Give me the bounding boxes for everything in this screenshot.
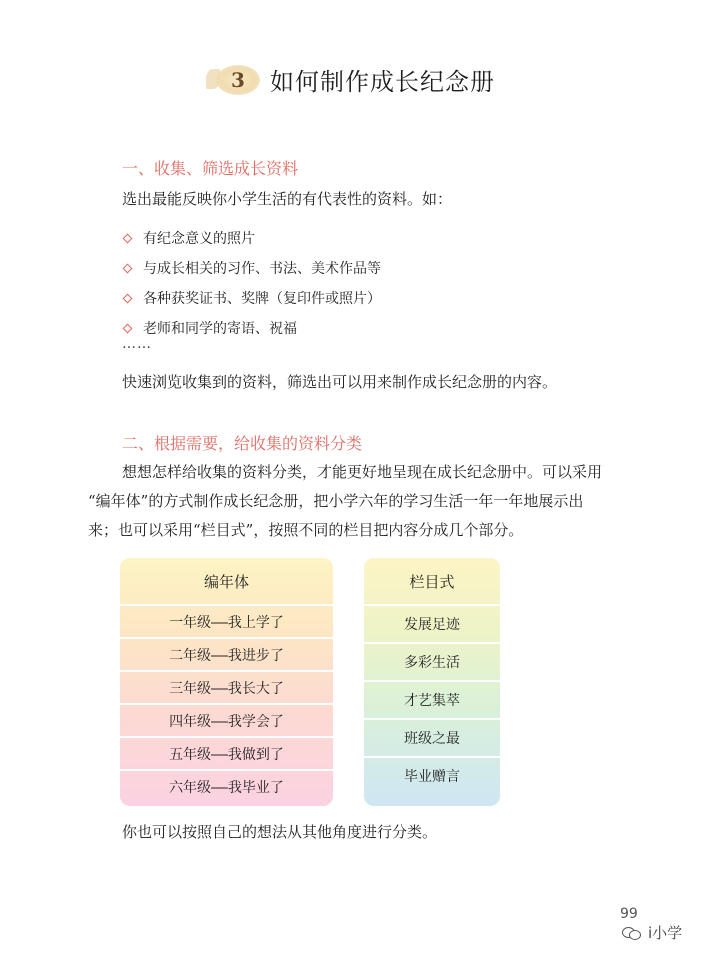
section2-para-line: 想想怎样给收集的资料分类，才能更好地呈现在成长纪念册中。可以采用 (122, 463, 603, 481)
material-list (122, 223, 381, 343)
table-header: 栏目式 (409, 572, 455, 591)
watermark (622, 922, 682, 943)
table-row: 三年级——我长大了 (120, 670, 333, 703)
table-row: 四年级——我学会了 (120, 703, 333, 736)
list-item: 有纪念意义的照片 (122, 223, 381, 253)
section1-heading: 一、收集、筛选成长资料 (122, 159, 299, 178)
lesson-number-badge: 3 (216, 65, 260, 95)
section1-summary: 快速浏览收集到的资料，筛选出可以用来制作成长纪念册的内容。 (122, 373, 558, 391)
wechat-icon (622, 925, 642, 941)
diamond-bullet-icon (123, 293, 133, 303)
section2-para-line: “编年体”的方式制作成长纪念册，把小学六年的学习生活一年一年地展示出 (88, 492, 584, 510)
watermark-text: i小学 (648, 924, 683, 942)
diamond-bullet-icon (123, 233, 133, 243)
table-header: 编年体 (203, 572, 249, 591)
table-row: 多彩生活 (364, 642, 500, 680)
diamond-bullet-icon (123, 323, 133, 333)
section1-intro: 选出最能反映你小学生活的有代表性的资料。如： (122, 190, 453, 208)
list-item: 各种获奖证书、奖牌（复印件或照片） (122, 283, 381, 313)
diamond-bullet-icon (123, 263, 133, 273)
closing-text: 你也可以按照自己的想法从其他角度进行分类。 (122, 823, 438, 841)
table-row: 五年级——我做到了 (120, 736, 333, 769)
section2-heading: 二、根据需要，给收集的资料分类 (122, 434, 363, 453)
list-ellipsis: …… (122, 336, 152, 352)
lesson-title-text: 如何制作成长纪念册 (270, 68, 495, 96)
chronological-table (120, 558, 333, 806)
list-item: 与成长相关的习作、书法、美术作品等 (122, 253, 381, 283)
page-number: 99 (620, 906, 638, 922)
list-item: 老师和同学的寄语、祝福 (122, 313, 381, 343)
table-row: 二年级——我进步了 (120, 637, 333, 670)
table-row: 六年级——我毕业了 (120, 769, 333, 802)
table-row: 班级之最 (364, 718, 500, 756)
table-row: 发展足迹 (364, 604, 500, 642)
table-row: 一年级——我上学了 (120, 604, 333, 637)
lesson-title (0, 62, 711, 97)
table-row: 毕业赠言 (364, 756, 500, 794)
column-table (364, 558, 500, 806)
table-row: 才艺集萃 (364, 680, 500, 718)
section2-para-line: 来；也可以采用“栏目式”，按照不同的栏目把内容分成几个部分。 (88, 521, 524, 539)
